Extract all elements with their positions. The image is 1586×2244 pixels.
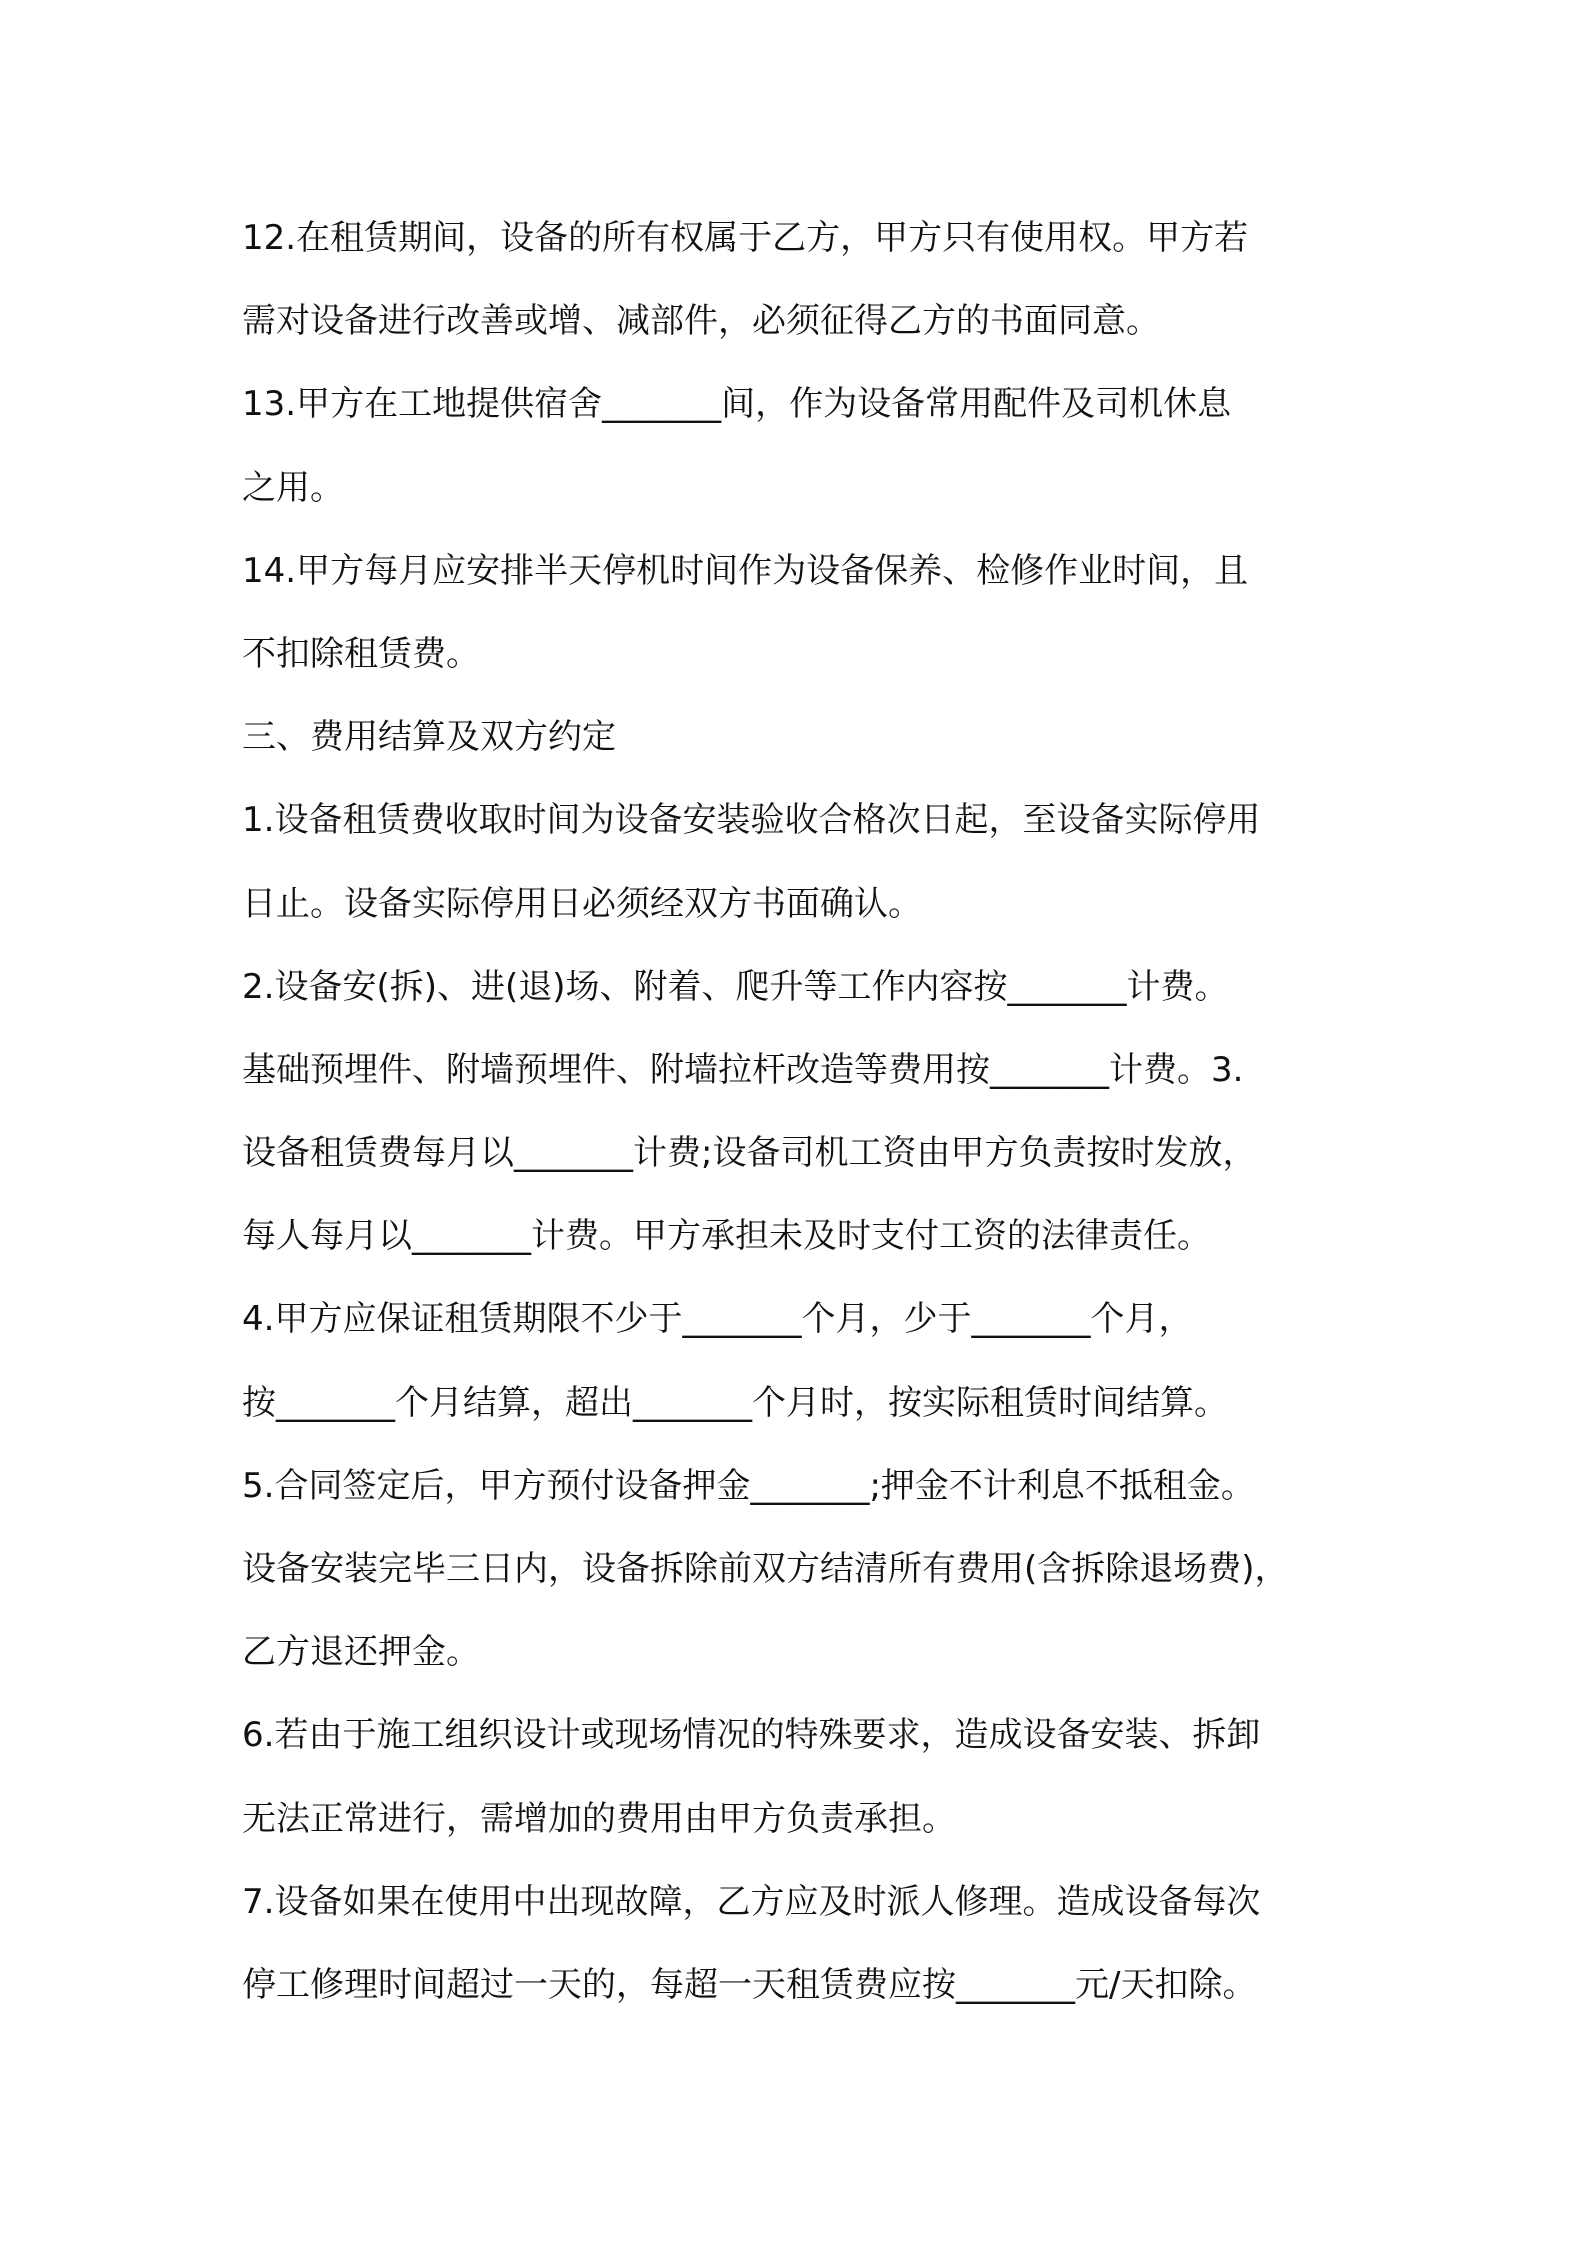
text-line: 6.若由于施工组织设计或现场情况的特殊要求，造成设备安装、拆卸 xyxy=(242,1715,1261,1756)
text-line: 每人每月以_______计费。甲方承担未及时支付工资的法律责任。 xyxy=(242,1216,1211,1257)
text-line: 14.甲方每月应安排半天停机时间作为设备保养、检修作业时间，且 xyxy=(242,550,1249,591)
section-heading: 三、费用结算及双方约定 xyxy=(242,717,616,758)
text-line: 设备租赁费每月以_______计费;设备司机工资由甲方负责按时发放， xyxy=(242,1133,1257,1174)
text-line: 无法正常进行，需增加的费用由甲方负责承担。 xyxy=(242,1798,956,1839)
text-line: 需对设备进行改善或增、减部件，必须征得乙方的书面同意。 xyxy=(242,301,1160,342)
text-line: 基础预埋件、附墙预埋件、附墙拉杆改造等费用按_______计费。3. xyxy=(242,1049,1244,1090)
text-line: 乙方退还押金。 xyxy=(242,1632,480,1673)
text-line: 不扣除租赁费。 xyxy=(242,633,480,674)
text-line: 12.在租赁期间，设备的所有权属于乙方，甲方只有使用权。甲方若 xyxy=(242,218,1249,258)
text-line: 按_______个月结算，超出_______个月时，按实际租赁时间结算。 xyxy=(242,1382,1228,1423)
text-line: 4.甲方应保证租赁期限不少于_______个月，少于_______个月， xyxy=(242,1299,1193,1340)
text-line: 之用。 xyxy=(242,467,344,508)
text-line: 设备安装完毕三日内，设备拆除前双方结清所有费用(含拆除退场费)， xyxy=(242,1549,1289,1589)
text-line: 13.甲方在工地提供宿舍_______间，作为设备常用配件及司机休息 xyxy=(242,384,1232,425)
text-line: 停工修理时间超过一天的，每超一天租赁费应按_______元/天扣除。 xyxy=(242,1964,1257,2005)
text-line: 1.设备租赁费收取时间为设备安装验收合格次日起，至设备实际停用 xyxy=(242,800,1261,841)
document-body xyxy=(242,197,1352,2027)
text-line: 5.合同签定后，甲方预付设备押金_______;押金不计利息不抵租金。 xyxy=(242,1465,1255,1506)
text-line: 2.设备安(拆)、进(退)场、附着、爬升等工作内容按_______计费。 xyxy=(242,966,1229,1007)
text-line: 日止。设备实际停用日必须经双方书面确认。 xyxy=(242,883,922,924)
text-line: 7.设备如果在使用中出现故障，乙方应及时派人修理。造成设备每次 xyxy=(242,1881,1261,1922)
